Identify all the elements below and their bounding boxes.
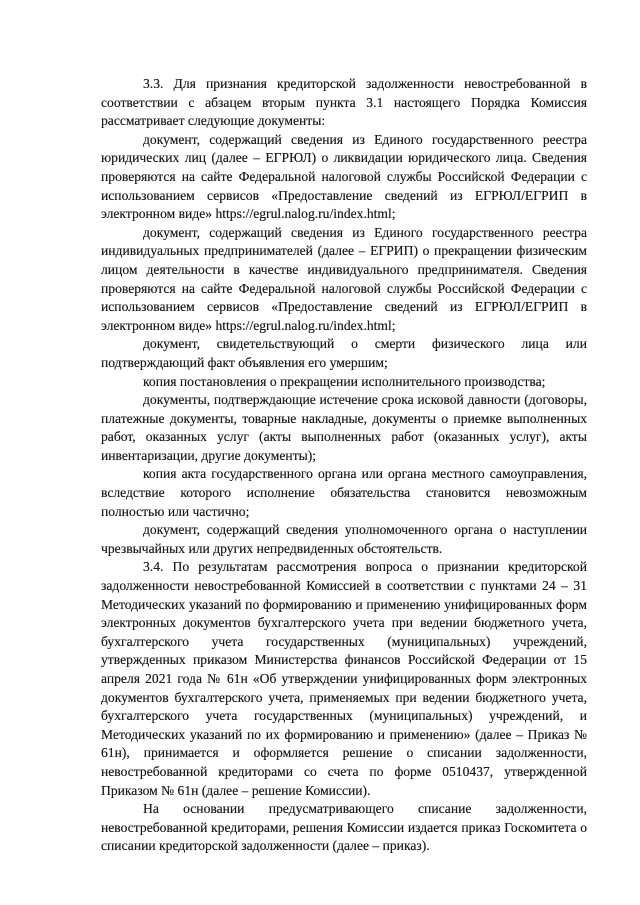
item-emergency-document: документ, содержащий сведения уполномоченного органа о наступлении чрезвычайных или других непредвиденных обстоятельств. [101, 522, 587, 556]
item-enforcement-termination: копия постановления о прекращении исполнительного производства; [143, 373, 546, 389]
document-page [101, 75, 587, 856]
item-limitation-expiry: документы, подтверждающие истечение срока исковой давности (договоры, платежные документы, товарные накладные, документы о приемке выполненных работ, оказанных услуг (акты выполненных работ (оказанных услуг), акты инвентаризации, другие документы); [101, 392, 587, 463]
item-authority-act: копия акта государственного органа или органа местного самоуправления, вследствие которого исполнение обязательства становится невозможным полностью или частично; [101, 466, 587, 519]
paragraph-3-4: 3.4. По результатам рассмотрения вопроса о признании кредиторской задолженности невостребованной Комиссией в соответствии с пунктами 24 – 31 Методических указаний по формированию и применению унифицированных форм электронных документов бухгалтерского учета при ведении бюджетного учета, бухгалтерского учета государственных (муниципальных) учреждений, утвержденных приказом Министерства финансов Российской Федерации от 15 апреля 2021 года № 61н «Об утверждении унифицированных форм электронных документов бухгалтерского учета, применяемых при ведении бюджетного учета, бухгалтерского учета государственных (муниципальных) учреждений, и Методических указаний по их формированию и применению» (далее – Приказ № 61н), принимается и оформляется решение о списании задолженности, невостребованной кредиторами со счета по форме 0510437, утвержденной Приказом № 61н (далее – решение Комиссии). [101, 559, 587, 798]
item-death-document: документ, свидетельствующий о смерти физического лица или подтверждающий факт объявления его умершим; [101, 336, 587, 370]
paragraph-order: На основании предусматривающего списание задолженности, невостребованной кредиторами, решения Комиссии издается приказ Госкомитета о списании кредиторской задолженности (далее – приказ). [101, 801, 587, 854]
item-egrul-document: документ, содержащий сведения из Единого государственного реестра юридических лиц (далее – ЕГРЮЛ) о ликвидации юридического лица. Сведения проверяются на сайте Федеральной налоговой службы Российской Федерации с использованием сервисов «Предоставление сведений из ЕГРЮЛ/ЕГРИП в электронном виде» https://egrul.nalog.ru/index.html; [101, 131, 587, 222]
item-egrip-document: документ, содержащий сведения из Единого государственного реестра индивидуальных предпринимателей (далее – ЕГРИП) о прекращении физическим лицом деятельности в качестве индивидуального предпринимателя. Сведения проверяются на сайте Федеральной налоговой службы Российской Федерации с использованием сервисов «Предоставление сведений из ЕГРЮЛ/ЕГРИП в электронном виде» https://egrul.nalog.ru/index.html; [101, 224, 587, 333]
paragraph-3-3: 3.3. Для признания кредиторской задолженности невостребованной в соответствии с абзацем вторым пункта 3.1 настоящего Порядка Комиссия рассматривает следующие документы: [101, 76, 587, 129]
